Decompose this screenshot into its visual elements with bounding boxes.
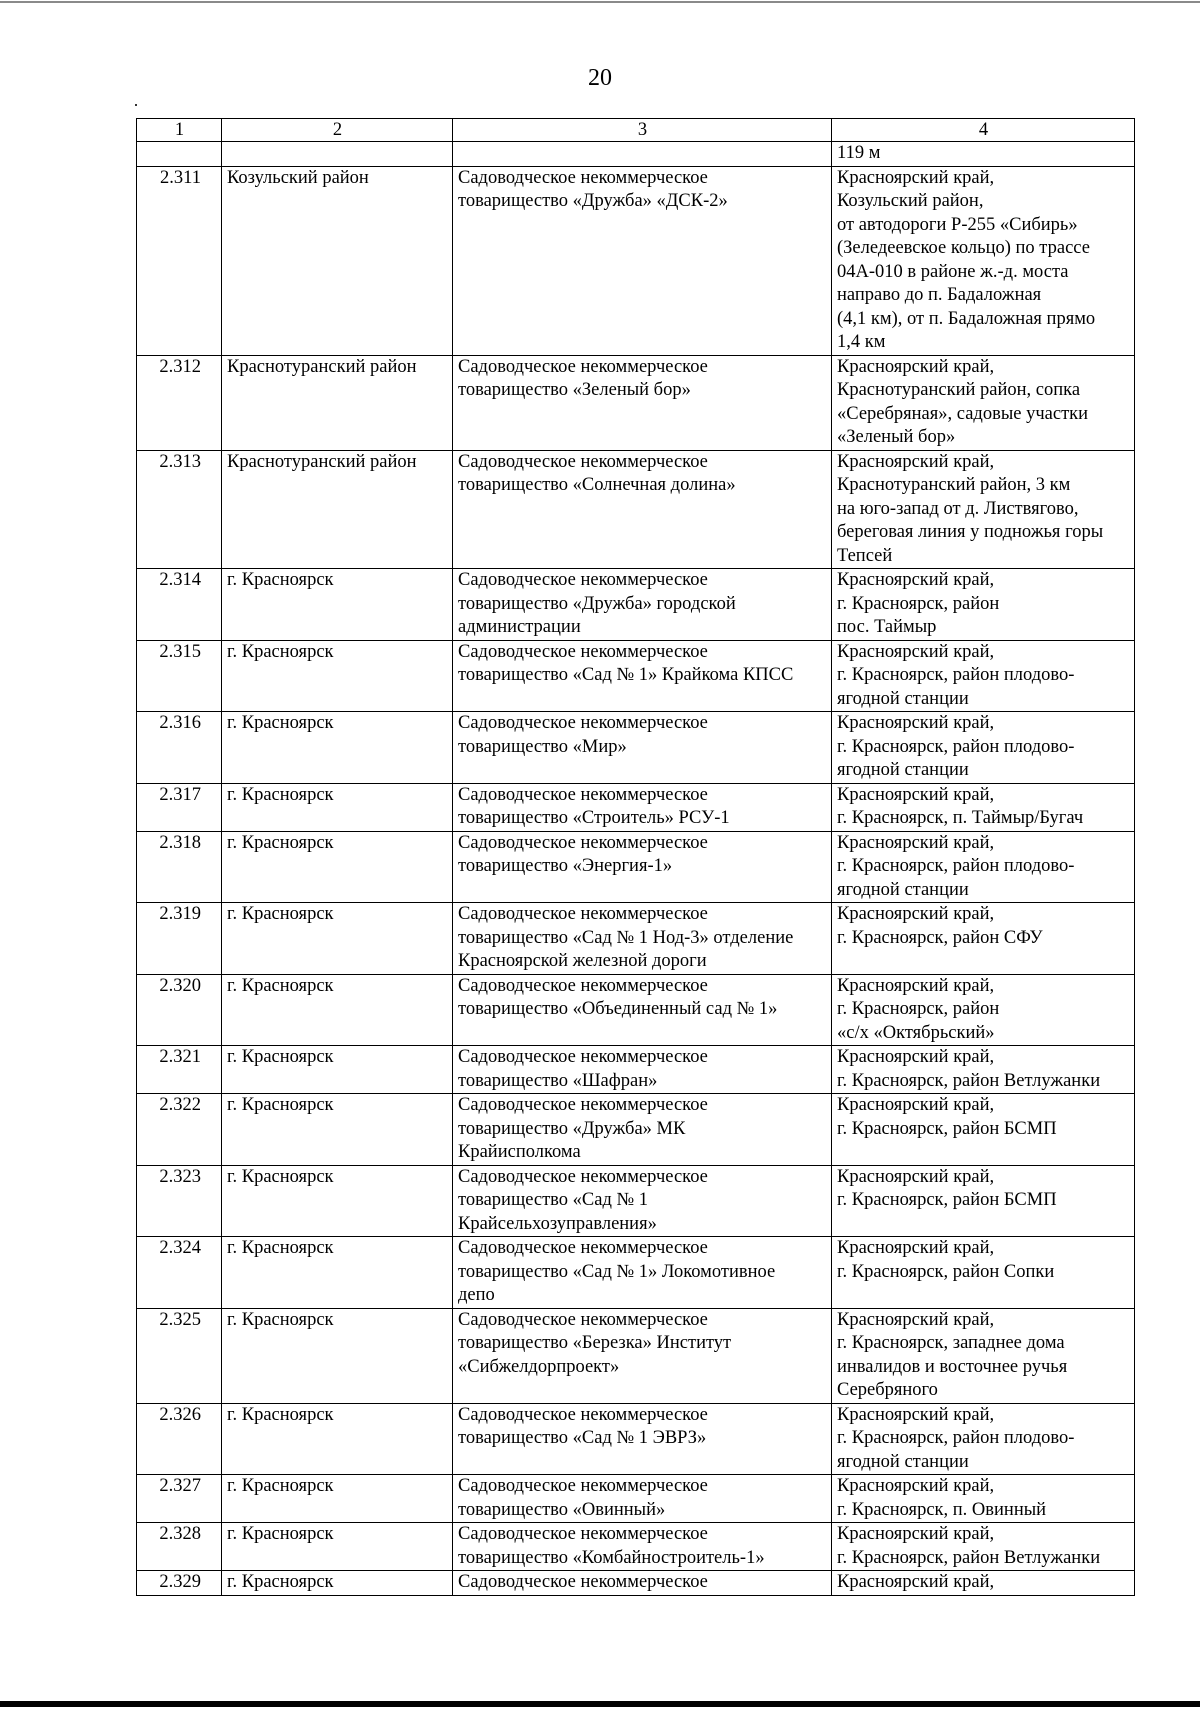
name-line: товарищество «Овинный»: [458, 1499, 666, 1520]
cell-address: [832, 1094, 1135, 1166]
address-line: г. Красноярск, район БСМП: [837, 1118, 1057, 1139]
address-line: Красноярский край,: [837, 1404, 995, 1425]
address-line: Красноярский край,: [837, 1095, 995, 1115]
name-line: товарищество «Комбайностроитель-1»: [458, 1547, 765, 1568]
name-line: товарищество «Березка» Институт: [458, 1333, 732, 1353]
cell-name: [453, 712, 832, 784]
cell-name: [453, 1165, 832, 1237]
name-line: депо: [458, 1285, 495, 1305]
name-line: Садоводческое некоммерческое: [458, 975, 708, 996]
name-line: Красноярской железной дороги: [458, 951, 707, 971]
name-line: Садоводческое некоммерческое: [458, 832, 708, 853]
address-line: Красноярский край,: [837, 1166, 995, 1187]
address-line: г. Красноярск, район Ветлужанки: [837, 1070, 1101, 1091]
cell-number: 2.322: [137, 1094, 222, 1166]
cell-address: [832, 569, 1135, 641]
name-line: товарищество «Сад № 1: [458, 1190, 649, 1210]
cell-address: [832, 1165, 1135, 1237]
address-line: ягодной станции: [837, 1451, 969, 1472]
cell-name: [453, 903, 832, 975]
name-line: Садоводческое некоммерческое: [458, 1476, 708, 1496]
column-header: 1: [137, 119, 222, 142]
cell-district: г. Красноярск: [222, 783, 453, 831]
name-line: товарищество «Сад № 1» Локомотивное: [458, 1261, 776, 1282]
cell-address: [832, 355, 1135, 450]
address-line: направо до п. Бадаложная: [837, 285, 1042, 305]
table-row: [137, 903, 1135, 975]
address-line: Красноярский край,: [837, 1572, 995, 1592]
cell-address: [832, 1523, 1135, 1571]
address-line: г. Красноярск, район Ветлужанки: [837, 1547, 1101, 1568]
address-line: Краснотуранский район, сопка: [837, 380, 1081, 400]
cell-district: г. Красноярск: [222, 1046, 453, 1094]
name-line: Садоводческое некоммерческое: [458, 713, 708, 733]
column-header: 3: [453, 119, 832, 142]
table-row: [137, 1403, 1135, 1475]
name-line: товарищество «Зеленый бор»: [458, 380, 691, 400]
name-line: товарищество «Шафран»: [458, 1070, 658, 1091]
column-header: 4: [832, 119, 1135, 142]
cell-number: 2.315: [137, 640, 222, 712]
cell-name: [453, 569, 832, 641]
cell-district: г. Красноярск: [222, 1571, 453, 1596]
cell-address: [832, 974, 1135, 1046]
column-header: 2: [222, 119, 453, 142]
table-row: [137, 1571, 1135, 1596]
table-row: [137, 569, 1135, 641]
cell-address: [832, 831, 1135, 903]
address-line: 119 м: [837, 143, 881, 163]
name-line: товарищество «Сад № 1» Крайкома КПСС: [458, 665, 794, 685]
cell-name: [453, 142, 832, 167]
name-line: Садоводческое некоммерческое: [458, 1572, 708, 1592]
cell-address: [832, 450, 1135, 569]
scan-edge-top: [0, 1, 1200, 3]
cell-name: [453, 974, 832, 1046]
name-line: товарищество «Дружба» МК: [458, 1118, 686, 1139]
table-row: [137, 1094, 1135, 1166]
cell-number: 2.312: [137, 355, 222, 450]
cell-name: [453, 166, 832, 355]
cell-address: [832, 1403, 1135, 1475]
address-line: Красноярский край,: [837, 904, 995, 924]
cell-number: 2.319: [137, 903, 222, 975]
table-row: [137, 450, 1135, 569]
cell-name: [453, 831, 832, 903]
name-line: Садоводческое некоммерческое: [458, 167, 708, 188]
address-line: г. Красноярск, район плодово-: [837, 856, 1075, 876]
address-line: г. Красноярск, район СФУ: [837, 927, 1043, 948]
cell-name: [453, 1475, 832, 1523]
address-line: г. Красноярск, район плодово-: [837, 665, 1075, 685]
address-line: Краснотуранский район, 3 км: [837, 475, 1071, 495]
cell-district: г. Красноярск: [222, 903, 453, 975]
cell-address: [832, 712, 1135, 784]
address-line: Красноярский край,: [837, 570, 995, 590]
address-line: Красноярский край,: [837, 975, 995, 996]
scan-speck: [135, 104, 137, 106]
cell-name: [453, 1403, 832, 1475]
address-line: на юго-запад от д. Листвягово,: [837, 498, 1079, 519]
cell-district: г. Красноярск: [222, 640, 453, 712]
cell-name: [453, 1571, 832, 1596]
address-line: г. Красноярск, район: [837, 593, 1000, 614]
cell-number: 2.320: [137, 974, 222, 1046]
address-line: Красноярский край,: [837, 641, 995, 662]
address-line: от автодороги Р-255 «Сибирь»: [837, 214, 1078, 235]
cell-district: Краснотуранский район: [222, 355, 453, 450]
cell-name: [453, 1237, 832, 1309]
table-row: [137, 1046, 1135, 1094]
cell-name: [453, 355, 832, 450]
name-line: Садоводческое некоммерческое: [458, 904, 708, 924]
cell-address: [832, 1308, 1135, 1403]
cell-address: [832, 1571, 1135, 1596]
cell-number: 2.314: [137, 569, 222, 641]
registry-table-body: [137, 119, 1135, 1596]
cell-name: [453, 1523, 832, 1571]
cell-address: [832, 640, 1135, 712]
name-line: Крайсельхозуправления»: [458, 1213, 657, 1234]
table-row: [137, 831, 1135, 903]
cell-name: [453, 1046, 832, 1094]
cell-district: г. Красноярск: [222, 1165, 453, 1237]
cell-address: [832, 166, 1135, 355]
name-line: Садоводческое некоммерческое: [458, 784, 708, 805]
name-line: товарищество «Дружба» «ДСК-2»: [458, 191, 728, 211]
cell-number: 2.317: [137, 783, 222, 831]
cell-district: г. Красноярск: [222, 712, 453, 784]
name-line: Садоводческое некоммерческое: [458, 1524, 708, 1544]
cell-district: г. Красноярск: [222, 1237, 453, 1309]
cell-district: Краснотуранский район: [222, 450, 453, 569]
column-header-row: [137, 119, 1135, 142]
table-row: [137, 712, 1135, 784]
cell-number: 2.327: [137, 1475, 222, 1523]
address-line: пос. Таймыр: [837, 617, 937, 637]
cell-number: 2.324: [137, 1237, 222, 1309]
name-line: товарищество «Мир»: [458, 736, 627, 757]
table-row: [137, 166, 1135, 355]
cell-number: 2.316: [137, 712, 222, 784]
address-line: г. Красноярск, п. Таймыр/Бугач: [837, 808, 1084, 828]
address-line: ягодной станции: [837, 760, 969, 780]
address-line: 04А-010 в районе ж.-д. моста: [837, 261, 1069, 282]
address-line: «Зеленый бор»: [837, 427, 956, 447]
cell-district: Козульский район: [222, 166, 453, 355]
cell-number: 2.311: [137, 166, 222, 355]
cell-district: [222, 142, 453, 167]
cell-number: 2.323: [137, 1165, 222, 1237]
name-line: Садоводческое некоммерческое: [458, 1095, 708, 1115]
address-line: «с/х «Октябрьский»: [837, 1022, 995, 1043]
address-line: (Зеледеевское кольцо) по трассе: [837, 238, 1090, 258]
address-line: береговая линия у подножья горы: [837, 522, 1104, 542]
address-line: г. Красноярск, район Сопки: [837, 1261, 1055, 1282]
table-row: [137, 1237, 1135, 1309]
address-line: Красноярский край,: [837, 1476, 995, 1496]
cell-district: г. Красноярск: [222, 1094, 453, 1166]
cell-number: [137, 142, 222, 167]
address-line: Красноярский край,: [837, 167, 995, 188]
address-line: Красноярский край,: [837, 451, 995, 472]
name-line: товарищество «Энергия-1»: [458, 856, 673, 876]
name-line: Садоводческое некоммерческое: [458, 1047, 708, 1067]
name-line: Садоводческое некоммерческое: [458, 1166, 708, 1187]
address-line: Красноярский край,: [837, 784, 995, 805]
address-line: Красноярский край,: [837, 832, 995, 853]
cell-address: [832, 1046, 1135, 1094]
address-line: г. Красноярск, район плодово-: [837, 736, 1075, 757]
address-line: г. Красноярск, район плодово-: [837, 1428, 1075, 1448]
name-line: Садоводческое некоммерческое: [458, 641, 708, 662]
table-row: [137, 1475, 1135, 1523]
cell-district: г. Красноярск: [222, 831, 453, 903]
address-line: 1,4 км: [837, 332, 886, 352]
table-row: [137, 1308, 1135, 1403]
name-line: товарищество «Сад № 1 Нод-3» отделение: [458, 927, 794, 948]
name-line: «Сибжелдорпроект»: [458, 1356, 620, 1377]
address-line: Тепсей: [837, 545, 893, 566]
name-line: товарищество «Дружба» городской: [458, 593, 736, 614]
address-line: г. Красноярск, западнее дома: [837, 1333, 1065, 1353]
address-line: г. Красноярск, район БСМП: [837, 1190, 1057, 1210]
address-line: Красноярский край,: [837, 1238, 995, 1258]
table-row: [137, 355, 1135, 450]
name-line: товарищество «Сад № 1 ЭВРЗ»: [458, 1428, 707, 1448]
cell-number: 2.321: [137, 1046, 222, 1094]
cell-number: 2.313: [137, 450, 222, 569]
address-line: Козульский район,: [837, 191, 984, 211]
name-line: товарищество «Строитель» РСУ-1: [458, 808, 730, 828]
cell-district: г. Красноярск: [222, 1403, 453, 1475]
cell-number: 2.328: [137, 1523, 222, 1571]
address-line: Красноярский край,: [837, 1309, 995, 1330]
address-line: г. Красноярск, п. Овинный: [837, 1499, 1047, 1520]
table-row: [137, 640, 1135, 712]
table-row: [137, 1165, 1135, 1237]
cell-district: г. Красноярск: [222, 569, 453, 641]
cell-name: [453, 450, 832, 569]
name-line: Садоводческое некоммерческое: [458, 451, 708, 472]
cell-name: [453, 783, 832, 831]
address-line: «Серебряная», садовые участки: [837, 403, 1089, 424]
cell-number: 2.326: [137, 1403, 222, 1475]
address-line: Красноярский край,: [837, 1524, 995, 1544]
cell-district: г. Красноярск: [222, 1475, 453, 1523]
cell-district: г. Красноярск: [222, 1523, 453, 1571]
address-line: Серебряного: [837, 1380, 938, 1400]
address-line: инвалидов и восточнее ручья: [837, 1356, 1068, 1377]
cell-name: [453, 640, 832, 712]
name-line: Садоводческое некоммерческое: [458, 570, 708, 590]
address-line: (4,1 км), от п. Бадаложная прямо: [837, 308, 1096, 329]
name-line: Садоводческое некоммерческое: [458, 356, 708, 377]
cell-address: [832, 1475, 1135, 1523]
cell-name: [453, 1094, 832, 1166]
page-number: 20: [588, 65, 612, 91]
address-line: Красноярский край,: [837, 1047, 995, 1067]
cell-address: [832, 142, 1135, 167]
name-line: Садоводческое некоммерческое: [458, 1238, 708, 1258]
cell-address: [832, 783, 1135, 831]
name-line: товарищество «Солнечная долина»: [458, 475, 736, 495]
registry-table: [136, 118, 1135, 1596]
scan-edge-bottom: [0, 1701, 1200, 1707]
cell-district: г. Красноярск: [222, 974, 453, 1046]
address-line: ягодной станции: [837, 688, 969, 709]
address-line: Красноярский край,: [837, 356, 995, 377]
continuation-row: [137, 142, 1135, 167]
cell-district: г. Красноярск: [222, 1308, 453, 1403]
cell-number: 2.329: [137, 1571, 222, 1596]
name-line: администрации: [458, 617, 581, 637]
cell-number: 2.325: [137, 1308, 222, 1403]
name-line: Крайисполкома: [458, 1142, 581, 1162]
cell-address: [832, 1237, 1135, 1309]
cell-number: 2.318: [137, 831, 222, 903]
name-line: товарищество «Объединенный сад № 1»: [458, 999, 778, 1019]
table-row: [137, 783, 1135, 831]
address-line: г. Красноярск, район: [837, 999, 1000, 1019]
address-line: Красноярский край,: [837, 713, 995, 733]
cell-address: [832, 903, 1135, 975]
table-row: [137, 1523, 1135, 1571]
name-line: Садоводческое некоммерческое: [458, 1404, 708, 1425]
name-line: Садоводческое некоммерческое: [458, 1309, 708, 1330]
address-line: ягодной станции: [837, 879, 969, 900]
cell-name: [453, 1308, 832, 1403]
table-row: [137, 974, 1135, 1046]
